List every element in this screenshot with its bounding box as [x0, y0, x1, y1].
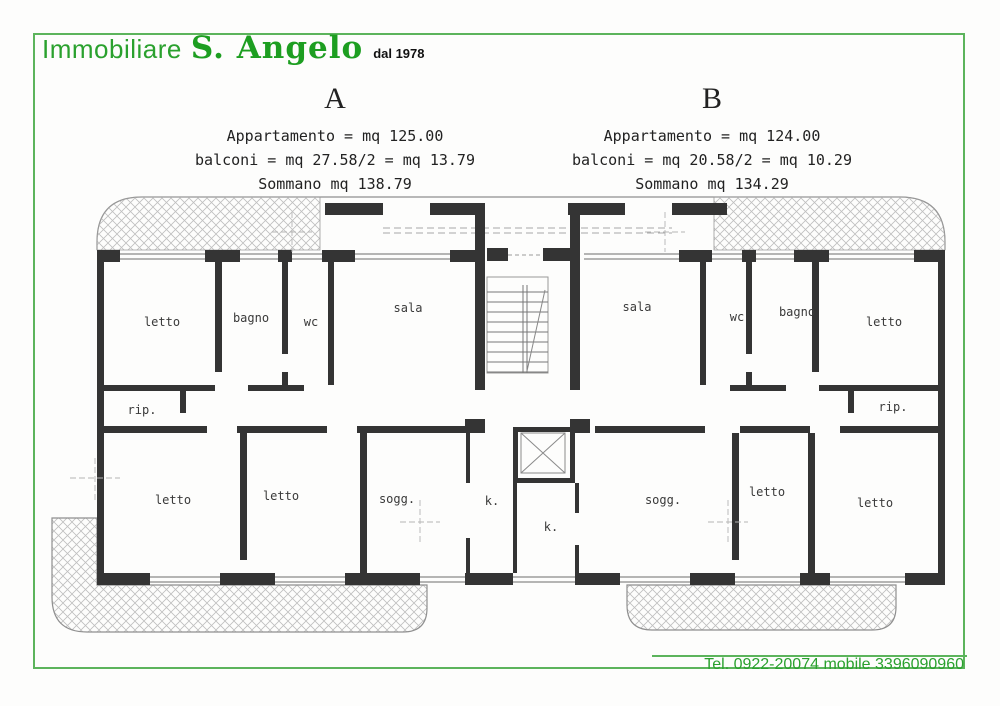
room-label: letto	[154, 493, 192, 507]
apartment-a-label: A	[324, 82, 346, 115]
room-label: letto	[748, 485, 786, 499]
room-label: letto	[856, 496, 894, 510]
apartment-b-total: Sommano mq 134.29	[635, 175, 789, 193]
room-label: rip.	[127, 403, 157, 417]
room-label: wc	[729, 310, 745, 324]
room-label: sala	[393, 301, 423, 315]
apartment-a-balconies: balconi = mq 27.58/2 = mq 13.79	[195, 151, 475, 169]
brand-accent: S. Angelo	[190, 30, 364, 66]
apartment-b-label: B	[701, 82, 722, 115]
elevator-shaft	[521, 433, 565, 473]
railing-dashes	[383, 228, 672, 233]
room-label: letto	[865, 315, 903, 329]
room-label: letto	[143, 315, 181, 329]
brand-since: dal 1978	[373, 46, 425, 61]
brand-name: Immobiliare	[42, 34, 182, 64]
room-label: sogg.	[644, 493, 682, 507]
apartment-b-balconies: balconi = mq 20.58/2 = mq 10.29	[572, 151, 852, 169]
room-label: rip.	[878, 400, 908, 414]
room-label: bagno	[778, 305, 816, 319]
room-label: sogg.	[378, 492, 416, 506]
apartment-a-total: Sommano mq 138.79	[258, 175, 412, 193]
apartment-a-area: Appartamento = mq 125.00	[226, 127, 444, 145]
staircase	[487, 255, 548, 373]
room-label: bagno	[232, 311, 270, 325]
room-label: k.	[484, 494, 500, 508]
apartment-b-area: Appartamento = mq 124.00	[603, 127, 821, 145]
walls	[97, 203, 945, 585]
room-label: sala	[622, 300, 652, 314]
room-label: k.	[543, 520, 559, 534]
room-label: letto	[262, 489, 300, 503]
room-label: wc	[303, 315, 319, 329]
contact-phone: Tel. 0922-20074 mobile 3396090960	[704, 656, 964, 673]
